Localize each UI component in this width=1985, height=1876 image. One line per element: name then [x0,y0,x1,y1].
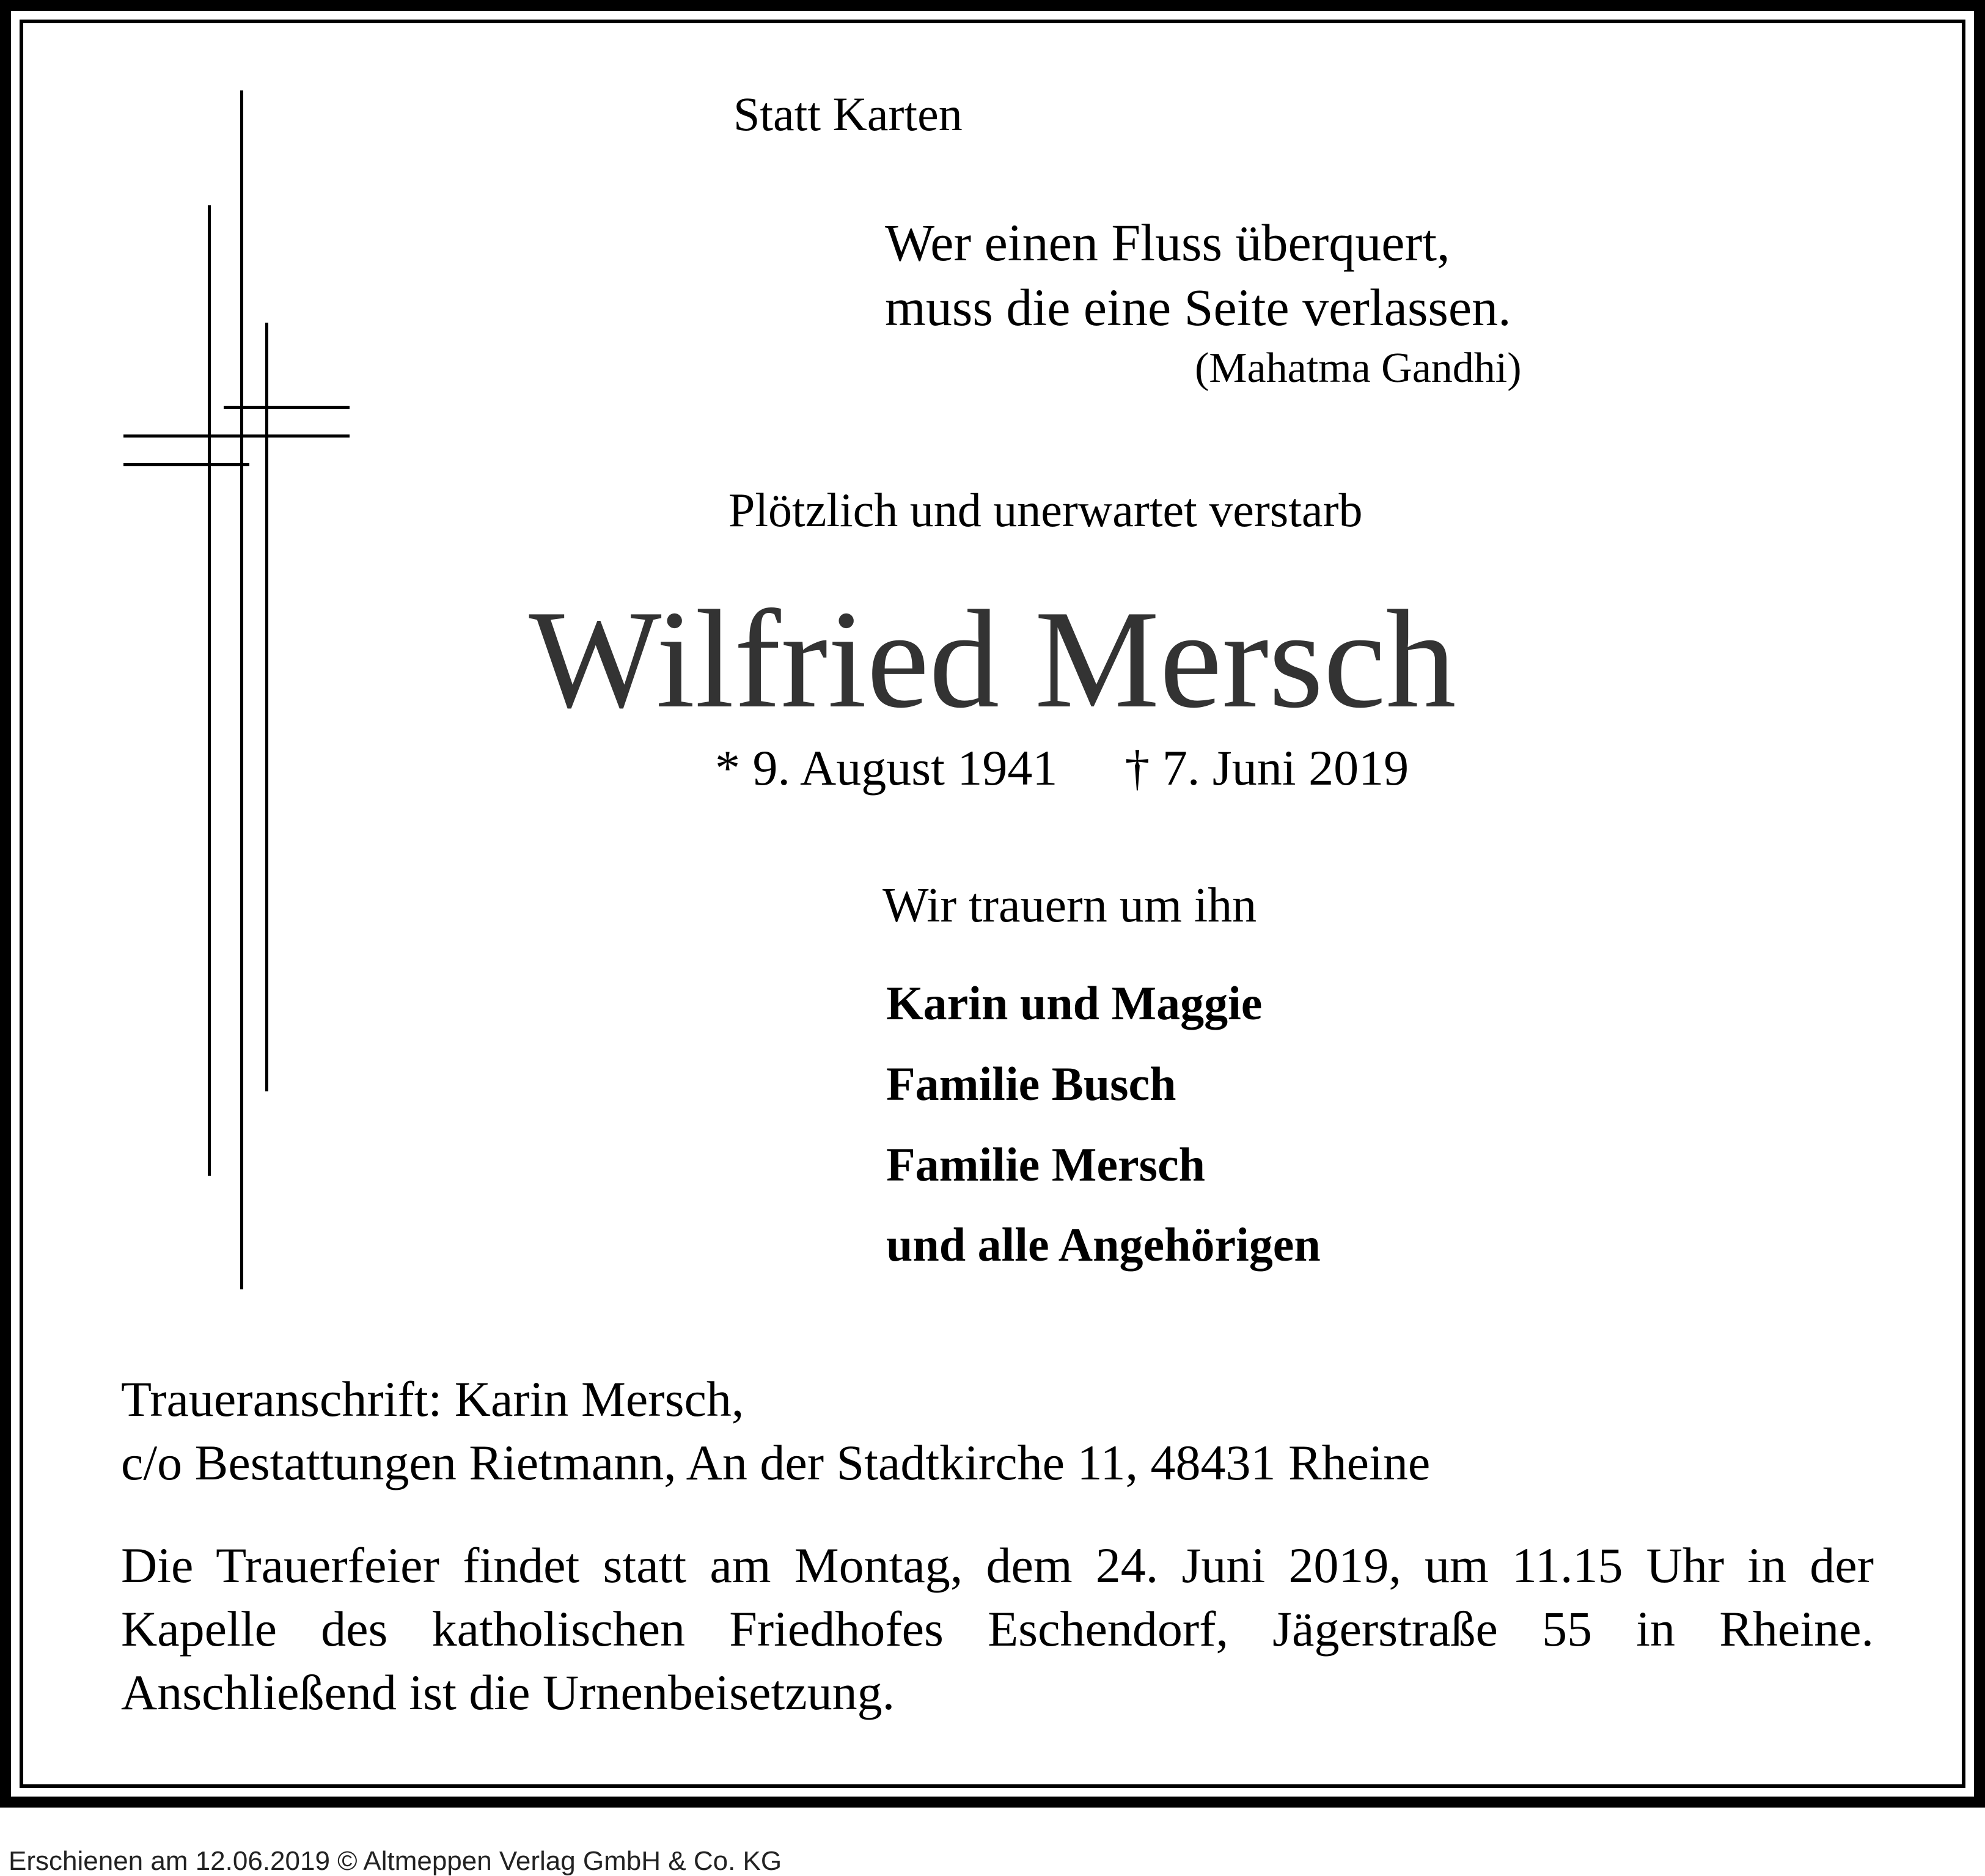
quote-author: (Mahatma Gandhi) [1195,345,1522,392]
publication-footer: Erschienen am 12.06.2019 © Altmeppen Verlag GmbH & Co. KG [9,1846,782,1876]
quote-line-1: Wer einen Fluss überquert, [885,213,1450,272]
quote [885,210,1511,340]
mourning-address [121,1368,1430,1495]
mourner-name: Familie Mersch [886,1138,1205,1191]
address-line-1: Traueranschrift: Karin Mersch, [121,1371,744,1427]
cross-horizontal-line-middle [123,434,350,438]
cross-horizontal-line-upper [224,406,350,409]
quote-line-2: muss die eine Seite verlassen. [885,278,1511,337]
mourner-name: und alle Angehörigen [886,1218,1321,1271]
mourner-name: Familie Busch [886,1057,1176,1110]
cross-horizontal-line-lower [123,463,249,466]
intro-text: Plötzlich und unerwartet verstarb [728,483,1363,537]
birth-date: * 9. August 1941 [715,740,1058,796]
deceased-name: Wilfried Mersch [529,581,1456,737]
mourn-line: Wir trauern um ihn [882,879,1257,933]
life-dates [715,740,1409,796]
death-date: † 7. Juni 2019 [1125,740,1409,796]
header-statt-karten: Statt Karten [733,87,963,141]
address-line-2: c/o Bestattungen Rietmann, An der Stadtkirche 11, 48431 Rheine [121,1435,1431,1490]
ceremony-details: Die Trauerfeier findet statt am Montag, dem 24. Juni 2019, um 11.15 Uhr in der Kapelle des katholischen Friedhofes Eschendorf, Jägerstraße 55 in Rheine. Anschließend ist die Urnenbeisetzung. [121,1537,1874,1720]
mourner-name: Karin und Maggie [886,976,1263,1030]
